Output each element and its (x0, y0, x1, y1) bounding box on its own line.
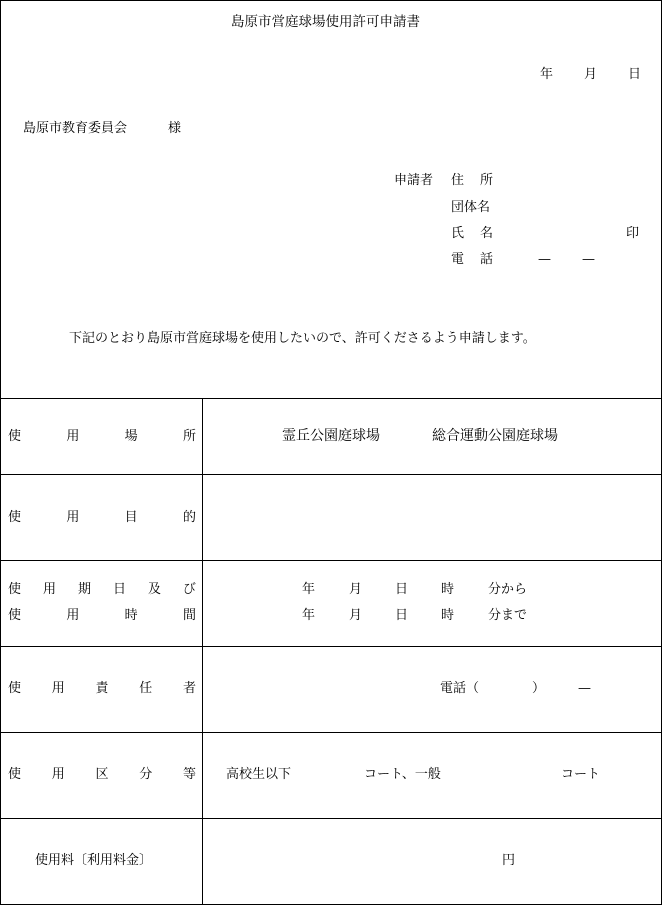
row-divider-5 (0, 818, 662, 819)
addressee: 島原市教育委員会 (23, 121, 128, 136)
applicant-label: 申請者 (394, 173, 434, 188)
name-char-1: 氏 (451, 226, 465, 241)
from-month: 月 (349, 582, 363, 597)
address-char-2: 所 (480, 173, 494, 188)
category-students: 高校生以下 (226, 767, 292, 782)
from-day: 日 (395, 582, 409, 597)
seal-mark: 印 (626, 226, 640, 241)
row-divider-4 (0, 732, 662, 733)
phone-dash-2: — (582, 252, 595, 267)
to-hour: 時 (441, 608, 455, 623)
place-option-sogo[interactable]: 総合運動公園庭球場 (432, 428, 558, 444)
row-label-responsible: 使 用 責 任 者 (8, 681, 196, 696)
date-day: 日 (628, 67, 642, 82)
to-day: 日 (395, 608, 409, 623)
phone-char-2: 話 (480, 252, 494, 267)
address-char-1: 住 (451, 173, 465, 188)
category-court: コート (561, 767, 601, 782)
row-label-place: 使 用 場 所 (8, 429, 196, 444)
table-top-border (0, 398, 662, 399)
column-divider (202, 398, 203, 904)
row-label-period-line1: 使 用 期 日 及 び (8, 582, 196, 597)
place-option-reikyu[interactable]: 霊丘公園庭球場 (282, 428, 380, 444)
row-divider-3 (0, 646, 662, 647)
row-label-purpose: 使 用 目 的 (8, 510, 196, 525)
row-divider-2 (0, 560, 662, 561)
row-label-period-line2: 使 用 時 間 (8, 608, 196, 623)
category-court-general: コート、一般 (364, 767, 441, 782)
date-year: 年 (540, 67, 554, 82)
phone-char-1: 電 (451, 252, 465, 267)
form-title: 島原市営庭球場使用許可申請書 (231, 14, 420, 30)
group-name-label: 団体名 (451, 200, 491, 215)
fee-unit: 円 (502, 853, 516, 868)
responsible-paren-close: ） (532, 681, 546, 696)
from-hour: 時 (441, 582, 455, 597)
responsible-dash: — (578, 681, 591, 696)
honorific: 様 (168, 121, 182, 136)
row-label-fee: 使用料〔利用料金〕 (35, 853, 153, 868)
row-label-category: 使 用 区 分 等 (8, 767, 196, 782)
from-minute: 分から (488, 582, 528, 597)
to-year: 年 (302, 608, 316, 623)
date-month: 月 (584, 67, 598, 82)
responsible-phone-label: 電話（ (440, 681, 480, 696)
to-minute: 分まで (488, 608, 528, 623)
from-year: 年 (302, 582, 316, 597)
phone-dash-1: — (538, 252, 551, 267)
to-month: 月 (349, 608, 363, 623)
row-divider-1 (0, 474, 662, 475)
name-char-2: 名 (480, 226, 494, 241)
request-sentence: 下記のとおり島原市営庭球場を使用したいので、許可くださるよう申請します。 (69, 331, 536, 346)
